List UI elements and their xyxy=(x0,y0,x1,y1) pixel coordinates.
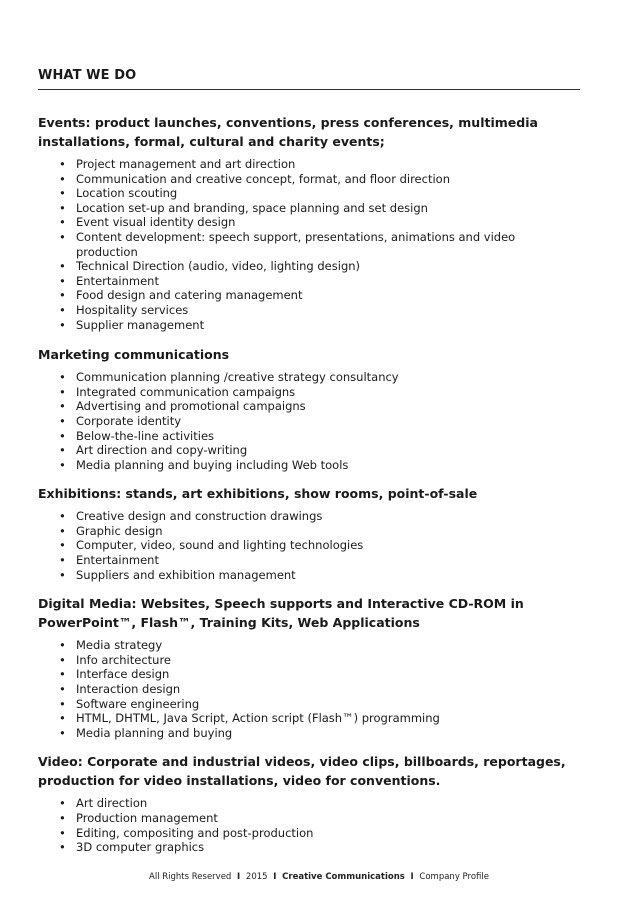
list-item: • Info architecture xyxy=(38,653,580,668)
section-video xyxy=(38,752,580,854)
bullet-list xyxy=(38,370,580,472)
section-heading: Events: product launches, conventions, press conferences, multimedia installations, formal, cultural and charity events; xyxy=(38,115,538,149)
section-events xyxy=(38,113,580,332)
list-item: • Entertainment xyxy=(38,274,580,289)
list-item: • Location scouting xyxy=(38,186,580,201)
list-item: • Media strategy xyxy=(38,638,580,653)
footer-separator: I xyxy=(410,872,414,882)
section-heading: Digital Media: Websites, Speech supports and Interactive CD-ROM in PowerPoint™, Flash™, Training Kits, Web Applications xyxy=(38,596,524,631)
footer-doc: Company Profile xyxy=(419,872,489,882)
list-item: • Production management xyxy=(38,811,580,826)
list-item: • Technical Direction (audio, video, lighting design) xyxy=(38,259,580,274)
list-item: • Location set-up and branding, space planning and set design xyxy=(38,201,580,216)
bullet-list xyxy=(38,796,580,854)
list-item: • Food design and catering management xyxy=(38,288,580,303)
document-page xyxy=(38,68,580,855)
list-item: • Media planning and buying including Web tools xyxy=(38,458,580,473)
list-item: • Computer, video, sound and lighting technologies xyxy=(38,538,580,553)
list-item: • Editing, compositing and post-production xyxy=(38,826,580,841)
list-item: • Hospitality services xyxy=(38,303,580,318)
list-item: • Below-the-line activities xyxy=(38,429,580,444)
list-item: • Advertising and promotional campaigns xyxy=(38,399,580,414)
page-title: WHAT WE DO xyxy=(38,68,580,90)
list-item: • Event visual identity design xyxy=(38,215,580,230)
section-heading: Exhibitions: stands, art exhibitions, show rooms, point-of-sale xyxy=(38,486,478,502)
list-item: • Art direction xyxy=(38,796,580,811)
footer-rights: All Rights Reserved xyxy=(149,872,232,882)
section-marketing xyxy=(38,345,580,472)
list-item: • Communication planning /creative strategy consultancy xyxy=(38,370,580,385)
list-item: • Supplier management xyxy=(38,318,580,333)
list-item: • HTML, DHTML, Java Script, Action script (Flash™) programming xyxy=(38,711,580,726)
bullet-list xyxy=(38,509,580,582)
page-footer xyxy=(0,872,638,882)
bullet-list xyxy=(38,638,580,740)
footer-year: 2015 xyxy=(245,872,268,882)
list-item: • Interface design xyxy=(38,667,580,682)
list-item: • Project management and art direction xyxy=(38,157,580,172)
list-item: • Creative design and construction drawings xyxy=(38,509,580,524)
section-heading: Video: Corporate and industrial videos, video clips, billboards, reportages, production for video installations, video for conventions. xyxy=(38,754,566,789)
list-item: • Content development: speech support, presentations, animations and video production xyxy=(38,230,580,259)
list-item: • Entertainment xyxy=(38,553,580,568)
list-item: • Interaction design xyxy=(38,682,580,697)
footer-separator: I xyxy=(237,872,241,882)
list-item: • Media planning and buying xyxy=(38,726,580,741)
section-heading: Marketing communications xyxy=(38,347,230,363)
list-item: • Integrated communication campaigns xyxy=(38,385,580,400)
list-item: • Software engineering xyxy=(38,697,580,712)
list-item: • Communication and creative concept, format, and floor direction xyxy=(38,172,580,187)
section-digital-media xyxy=(38,594,580,740)
bullet-list xyxy=(38,157,580,332)
section-exhibitions xyxy=(38,484,580,582)
footer-company: Creative Communications xyxy=(282,872,405,882)
list-item: • 3D computer graphics xyxy=(38,840,580,855)
list-item: • Graphic design xyxy=(38,524,580,539)
list-item: • Corporate identity xyxy=(38,414,580,429)
list-item: • Art direction and copy-writing xyxy=(38,443,580,458)
list-item: • Suppliers and exhibition management xyxy=(38,568,580,583)
footer-separator: I xyxy=(273,872,277,882)
